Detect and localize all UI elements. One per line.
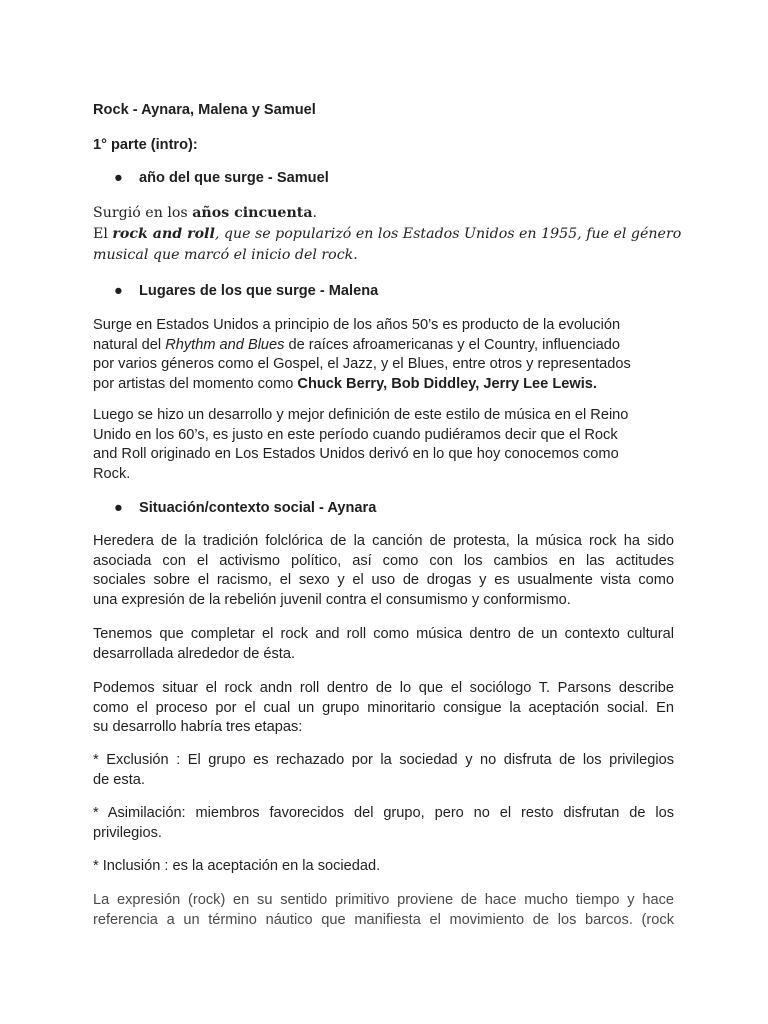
paragraph-year xyxy=(93,203,682,266)
paragraph-rock-origin: La expresión (rock) en su sentido primitivo proviene de hace mucho tiempo y hace referencia a un término náutico que manifiesta el movimiento de los barcos. (rock xyxy=(93,892,674,928)
paragraph-line: El rock and roll, que se popularizó en los Estados Unidos en 1955, fue el género xyxy=(93,226,682,242)
bullet-dot-icon: ● xyxy=(114,170,123,186)
stage-assimilation: * Asimilación: miembros favorecidos del grupo, pero no el resto disfrutan de los privilegios. xyxy=(93,805,674,841)
document-page: Rock - Aynara, Malena y Samuel 1° parte (intro): ● año del que surge - Samuel Surgió en los años cincuenta. El rock and roll, que se popularizó en los Estados Unidos en 1955, fue el género musical que marcó el inicio del rock. ● Lugares de los que surge - Malena Surge en Estados Unidos a principio de los años 50’s es producto de la evolución natural del Rhythm and Blues de raíces afroamericanas y el Country, influenciado por varios géneros como el Gospel, el Jazz, y el Blues, entre otros y representados por artistas del momento como Chuck Berry, Bob Diddley, Jerry Lee Lewis. Luego se hizo un desarrollo y mejor definición de este estilo de música en el Reino Unido en los 60’s, es justo en este período cuando pudiéramos decir que el Rock and Roll originado en Los Estados Unidos derivó en lo que hoy conocemos como Rock. ● Situación/contexto social - Aynara Heredera de la tradición folclórica de la canción de protesta, la música rock ha sido asociada con el activismo político, así como con los cambios en las actitudes sociales sobre el racismo, el sexo y el uso de drogas y es usualmente vista como una expresión de la rebelión juvenil contra el consumismo y conformismo. Tenemos que completar el rock and roll como música dentro de un contexto cultural desarrollada alrededor de ésta. Podemos situar el rock andn roll dentro de lo que el sociólogo T. Parsons describe como el proceso por el cual un grupo minoritario consigue la aceptación social. En su desarrollo habría tres etapas: * Exclusión : El grupo es rechazado por la sociedad y no disfruta de los privilegios de esta. * Asimilación: miembros favorecidos del grupo, pero no el resto disfrutan de los privilegios. * Inclusión : es la aceptación en la sociedad. La expresión (rock) en su sentido primitivo proviene de hace mucho tiempo y hace referencia a un término náutico que manifiesta el movimiento de los barcos. (rock xyxy=(93,0,674,1024)
document-title: Rock - Aynara, Malena y Samuel xyxy=(93,102,316,118)
paragraph-places-1: Surge en Estados Unidos a principio de los años 50’s es producto de la evolución natural del Rhythm and Blues de raíces afroamericanas y el Country, influenciado por varios géneros como el Gospel, el Jazz, y el Blues, entre otros y representados por artistas del momento como Chuck Berry, Bob Diddley, Jerry Lee Lewis. xyxy=(93,317,631,392)
paragraph-line: Surgió en los años cincuenta. xyxy=(93,205,318,221)
stage-exclusion: * Exclusión : El grupo es rechazado por la sociedad y no disfruta de los privilegios de esta. xyxy=(93,752,674,788)
paragraph-context-2: Tenemos que completar el rock and roll como música dentro de un contexto cultural desarrollada alrededor de ésta. xyxy=(93,626,674,662)
stage-inclusion: * Inclusión : es la aceptación en la sociedad. xyxy=(93,858,381,874)
paragraph-line: musical que marcó el inicio del rock. xyxy=(93,247,358,263)
paragraph-context-3: Podemos situar el rock andn roll dentro de lo que el sociólogo T. Parsons describe como el proceso por el cual un grupo minoritario consigue la aceptación social. En su desarrollo habría tres etapas: xyxy=(93,680,674,735)
part-heading: 1° parte (intro): xyxy=(93,137,198,153)
paragraph-places-2: Luego se hizo un desarrollo y mejor definición de este estilo de música en el Reino Unido en los 60’s, es justo en este período cuando pudiéramos decir que el Rock and Roll originado en Los Estados Unidos derivó en lo que hoy conocemos como Rock. xyxy=(93,407,629,482)
bullet-dot-icon: ● xyxy=(114,283,123,299)
paragraph-context-1: Heredera de la tradición folclórica de la canción de protesta, la música rock ha sido asociada con el activismo político, así como con los cambios en las actitudes sociales sobre el racismo, el sexo y el uso de drogas y es usualmente vista como una expresión de la rebelión juvenil contra el consumismo y conformismo. xyxy=(93,533,674,608)
bullet-dot-icon: ● xyxy=(114,500,123,516)
